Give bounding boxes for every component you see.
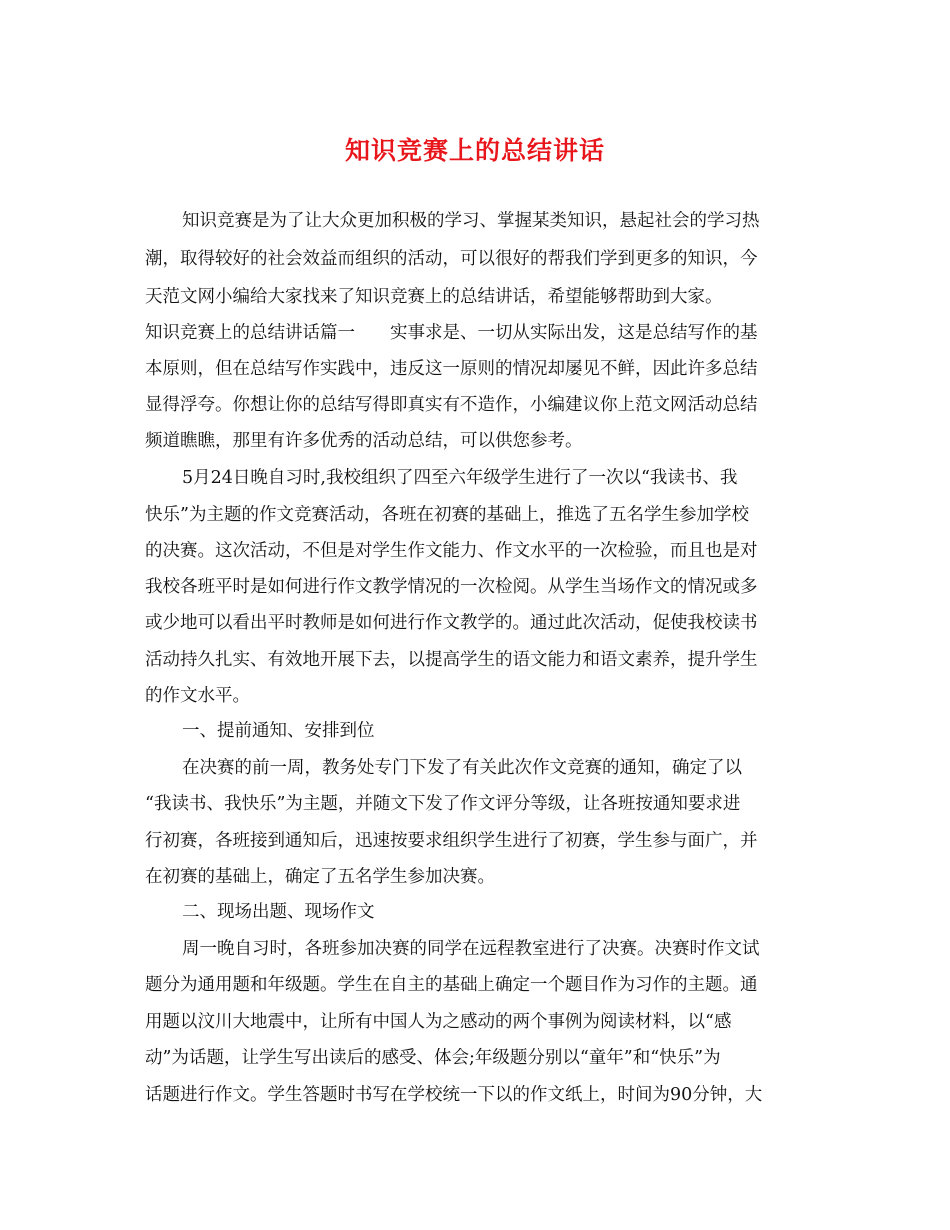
paragraph-line: 周一晚自习时，各班参加决赛的同学在远程教室进行了决赛。决赛时作文试 bbox=[182, 939, 760, 959]
paragraph-line: 频道瞧瞧，那里有许多优秀的活动总结，可以供您参考。 bbox=[145, 431, 583, 451]
paragraph-line: 活动持久扎实、有效地开展下去，以提高学生的语文能力和语文素养，提升学生 bbox=[145, 650, 758, 670]
paragraph-line: 行初赛，各班接到通知后，迅速按要求组织学生进行了初赛，学生参与面广，并 bbox=[145, 831, 758, 851]
paragraph-line: 的决赛。这次活动，不但是对学生作文能力、作文水平的一次检验，而且也是对 bbox=[145, 541, 758, 561]
paragraph-line: 本原则，但在总结写作实践中，违反这一原则的情况却屡见不鲜，因此许多总结 bbox=[145, 359, 758, 379]
paragraph-line: 的作文水平。 bbox=[145, 686, 250, 706]
paragraph-line: 话题进行作文。学生答题时书写在学校统一下以的作文纸上，时间为90分钟，大 bbox=[145, 1085, 763, 1105]
paragraph-line: 在决赛的前一周，教务处专门下发了有关此次作文竞赛的通知，确定了以 bbox=[182, 758, 742, 778]
paragraph-line: 我校各班平时是如何进行作文教学情况的一次检阅。从学生当场作文的情况或多 bbox=[145, 577, 758, 597]
document-title: 知识竞赛上的总结讲话 bbox=[344, 136, 605, 165]
paragraph-line: 快乐”为主题的作文竞赛活动，各班在初赛的基础上，推选了五名学生参加学校 bbox=[145, 505, 749, 525]
paragraph-line: 潮，取得较好的社会效益而组织的活动，可以很好的帮我们学到更多的知识，今 bbox=[145, 249, 758, 269]
paragraph-line: 或少地可以看出平时教师是如何进行作文教学的。通过此次活动，促使我校读书 bbox=[145, 613, 758, 633]
paragraph-line: 知识竞赛是为了让大众更加积极的学习、掌握某类知识，悬起社会的学习热 bbox=[182, 211, 760, 231]
paragraph-line: 动”为话题，让学生写出读后的感受、体会;年级题分别以“童年”和“快乐”为 bbox=[145, 1048, 721, 1068]
paragraph-line: 题分为通用题和年级题。学生在自主的基础上确定一个题目作为习作的主题。通 bbox=[145, 975, 758, 995]
paragraph-line: 在初赛的基础上，确定了五名学生参加决赛。 bbox=[145, 867, 495, 887]
paragraph-line: “我读书、我快乐”为主题，并随文下发了作文评分等级，让各班按通知要求进 bbox=[145, 794, 741, 814]
paragraph-line: 二、现场出题、现场作文 bbox=[182, 902, 375, 922]
paragraph-line: 知识竞赛上的总结讲话篇一 实事求是、一切从实际出发，这是总结写作的基 bbox=[145, 323, 758, 343]
paragraph-line: 天范文网小编给大家找来了知识竞赛上的总结讲话，希望能够帮助到大家。 bbox=[145, 287, 723, 307]
paragraph-line: 5月24日晚自习时,我校组织了四至六年级学生进行了一次以“我读书、我 bbox=[182, 468, 738, 488]
paragraph-line: 用题以汶川大地震中，让所有中国人为之感动的两个事例为阅读材料，以“感 bbox=[145, 1012, 732, 1032]
paragraph-line: 一、提前通知、安排到位 bbox=[182, 721, 375, 741]
paragraph-line: 显得浮夸。你想让你的总结写得即真实有不造作，小编建议你上范文网活动总结 bbox=[145, 395, 758, 415]
